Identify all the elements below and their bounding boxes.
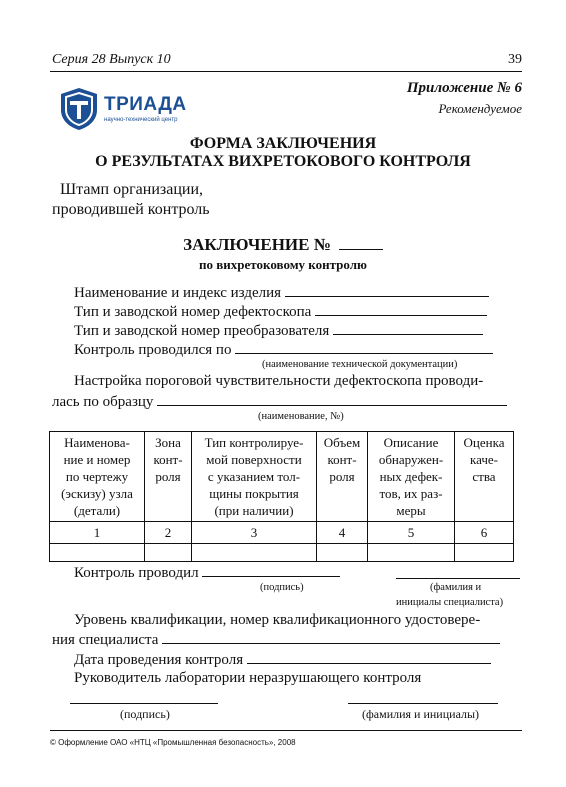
footer-rule [50,730,522,731]
series-label: Серия 28 Выпуск 10 [52,52,171,67]
stamp-line1: Штамп организации, [60,181,204,198]
field-converter-line[interactable] [333,322,483,335]
control-by-hint: (наименование технической документации) [262,359,458,370]
date-line[interactable] [247,651,491,664]
table-header-row [50,432,514,522]
number-cell-5: 5 [368,522,455,544]
control-done-row [74,564,340,582]
stamp-line2: проводившей контроль [52,201,210,218]
conclusion-title-row [0,235,566,255]
qualification-line[interactable] [162,631,500,644]
date-row [74,651,491,669]
field-setup [52,393,507,411]
setup-line1: Настройка пороговой чувствительности дефектоскопа проводи- [74,373,484,389]
number-cell-3: 3 [192,522,317,544]
date-label: Дата проведения контроля [74,652,244,668]
number-cell-2: 2 [145,522,192,544]
header-cell-1: Наименова- ние и номер по чертежу (эскизу) узла (детали) [50,432,145,522]
appendix-subtitle: Рекомендуемое [438,101,522,116]
header-cell-4: Объем конт- роля [317,432,368,522]
header-cell-3: Тип контролируе- мой поверхности с указанием тол- щины покрытия (при наличии) [192,432,317,522]
lab-head-signature-line[interactable] [70,691,218,704]
table-cell[interactable] [50,544,145,562]
footer-copyright: © Оформление ОАО «НТЦ «Промышленная безопасность», 2008 [50,738,296,747]
name-hint-line1: (фамилия и [430,582,482,593]
qualification-row [52,631,500,649]
signature-hint2: (подпись) [120,707,170,721]
signature-hint: (подпись) [260,582,304,593]
field-product-label: Наименование и индекс изделия [74,285,282,301]
field-product-line[interactable] [285,284,489,297]
name-hint2: (фамилия и инициалы) [362,707,480,721]
table-cell[interactable] [145,544,192,562]
header-rule [50,71,522,72]
field-detector-label: Тип и заводской номер дефектоскопа [74,304,312,320]
lab-head-name-line[interactable] [348,691,498,704]
appendix-title: Приложение № 6 [406,80,522,96]
logo-tagline: научно-технический центр [104,117,178,123]
table-cell[interactable] [368,544,455,562]
header-cell-6: Оценка каче- ства [455,432,514,522]
field-converter [74,322,483,340]
field-product [74,284,489,302]
setup-line2: лась по образцу [52,394,154,410]
setup-hint: (наименование, №) [258,411,344,422]
field-setup-line[interactable] [157,393,507,406]
control-done-signature-line[interactable] [202,564,340,577]
field-control-by-line[interactable] [235,341,493,354]
header-cell-2: Зона конт- роля [145,432,192,522]
field-detector-line[interactable] [315,303,487,316]
name-hint-line2: инициалы специалиста) [396,597,504,608]
page-number: 39 [508,52,522,67]
field-control-by [74,341,493,359]
field-converter-label: Тип и заводской номер преобразователя [74,323,330,339]
control-done-label: Контроль проводил [74,565,199,581]
field-detector [74,303,487,321]
number-cell-1: 1 [50,522,145,544]
qualification-line1: Уровень квалификации, номер квалификационного удостовере- [74,612,481,628]
qualification-line2: ния специалиста [52,632,159,648]
lab-head-label: Руководитель лаборатории неразрушающего контроля [74,670,422,686]
conclusion-number-line[interactable] [339,237,383,250]
number-cell-6: 6 [455,522,514,544]
number-cell-4: 4 [317,522,368,544]
header-cell-5: Описание обнаружен- ных дефек- тов, их раз- меры [368,432,455,522]
table-number-row [50,522,514,544]
triada-shield-icon [58,86,100,132]
table-row [50,544,514,562]
results-table [49,431,514,562]
form-title-line2: О РЕЗУЛЬТАТАХ ВИХРЕТОКОВОГО КОНТРОЛЯ [95,153,471,170]
table-cell[interactable] [192,544,317,562]
table-cell[interactable] [317,544,368,562]
table-cell[interactable] [455,544,514,562]
control-done-name-line[interactable] [396,566,520,579]
logo-name: ТРИАДА [104,94,187,115]
conclusion-subtitle: по вихретоковому контролю [199,257,367,272]
field-control-by-label: Контроль проводился по [74,342,232,358]
form-title-line1: ФОРМА ЗАКЛЮЧЕНИЯ [189,135,377,152]
conclusion-title: ЗАКЛЮЧЕНИЕ № [183,235,331,254]
